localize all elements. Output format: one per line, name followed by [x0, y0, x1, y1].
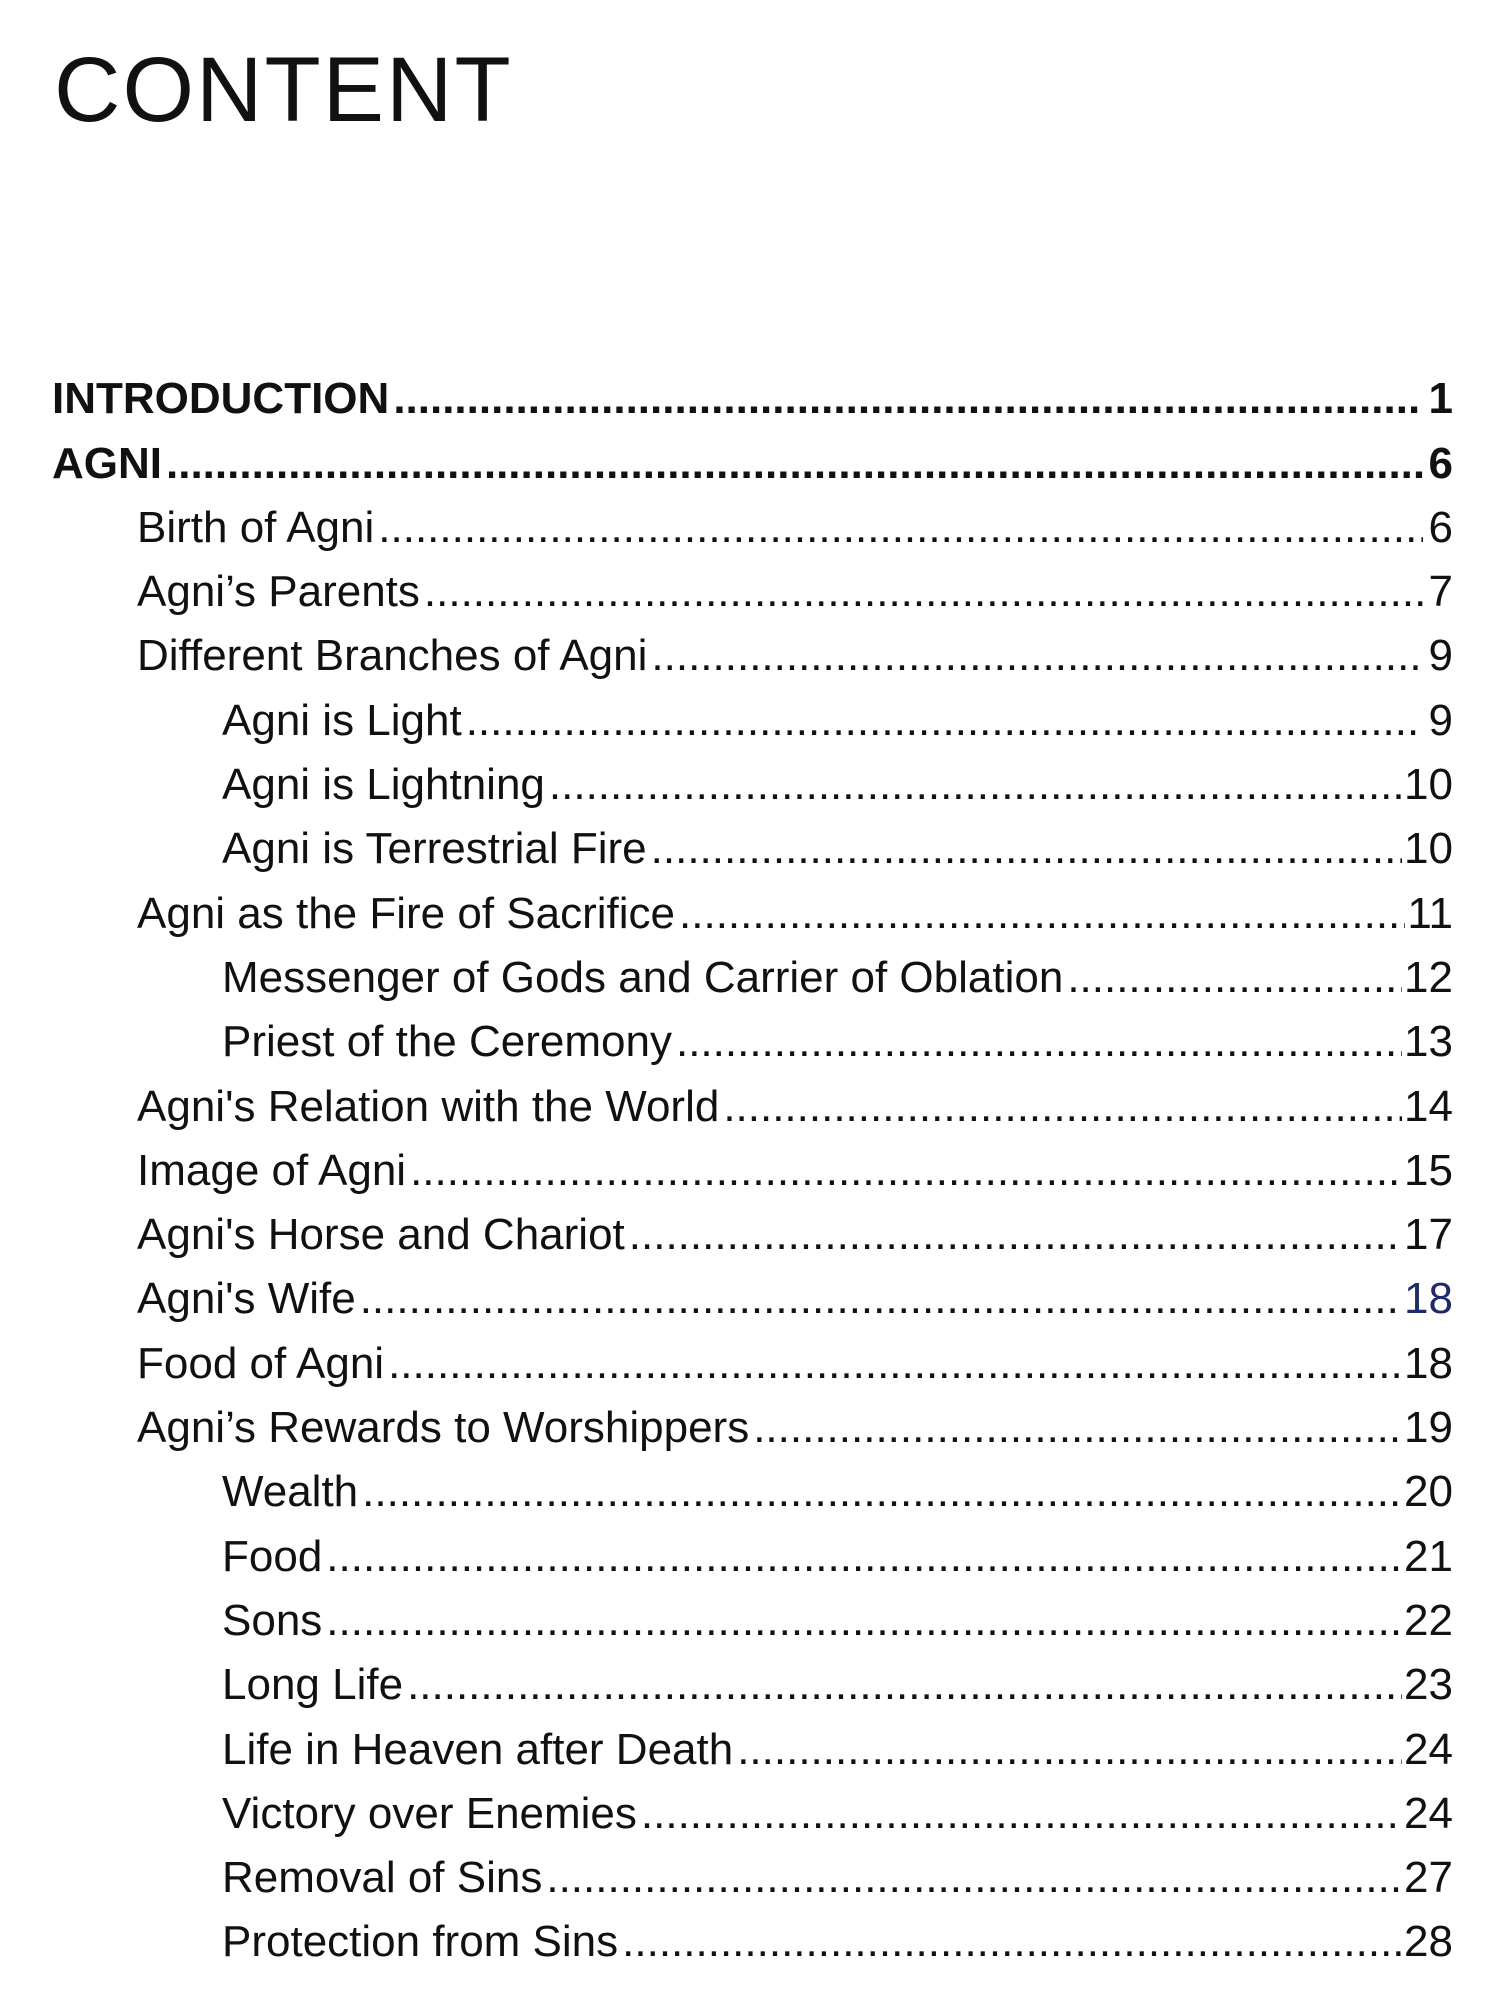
toc-page-number: 28: [1404, 1917, 1453, 1967]
toc-entry-birth-of-agni[interactable]: [0, 489, 1500, 553]
toc-page-number: 7: [1428, 567, 1453, 617]
toc-dot-leader: [326, 1596, 1402, 1646]
toc-entry-label: Agni’s Rewards to Worshippers: [137, 1403, 750, 1453]
toc-dot-leader: [407, 1660, 1402, 1710]
toc-dot-leader: [622, 1917, 1402, 1967]
table-of-contents: [0, 360, 1500, 1967]
toc-entry-life-in-heaven[interactable]: [0, 1710, 1500, 1774]
toc-dot-leader: [641, 1789, 1402, 1839]
toc-entry-label: Agni's Relation with the World: [137, 1081, 720, 1131]
toc-page-number: 24: [1404, 1724, 1453, 1774]
toc-dot-leader: [1067, 953, 1402, 1003]
toc-entry-rewards-to-worshippers[interactable]: [0, 1389, 1500, 1453]
toc-dot-leader: [679, 889, 1405, 939]
toc-dot-leader: [378, 503, 1423, 553]
toc-entry-label: Messenger of Gods and Carrier of Oblation: [222, 952, 1064, 1002]
toc-dot-leader: [629, 1210, 1402, 1260]
toc-entry-fire-of-sacrifice[interactable]: [0, 874, 1500, 938]
toc-entry-agni-is-light[interactable]: [0, 681, 1500, 745]
toc-entry-label: Food of Agni: [137, 1338, 385, 1388]
toc-entry-label: Life in Heaven after Death: [222, 1724, 734, 1774]
toc-dot-leader: [723, 1082, 1402, 1132]
toc-entry-relation-with-world[interactable]: [0, 1067, 1500, 1131]
toc-entry-label: Long Life: [222, 1660, 404, 1710]
toc-page-number: 21: [1404, 1531, 1453, 1581]
toc-entry-label: Food: [222, 1531, 323, 1581]
toc-page-number: 11: [1407, 888, 1453, 938]
toc-page-number: 1: [1428, 374, 1453, 424]
toc-entry-long-life[interactable]: [0, 1646, 1500, 1710]
toc-entry-food[interactable]: [0, 1517, 1500, 1581]
toc-entry-label: Victory over Enemies: [222, 1788, 637, 1838]
toc-page-number: 9: [1428, 695, 1453, 745]
toc-entry-sons[interactable]: [0, 1582, 1500, 1646]
toc-dot-leader: [753, 1403, 1402, 1453]
toc-dot-leader: [388, 1339, 1402, 1389]
toc-entry-agnis-parents[interactable]: [0, 553, 1500, 617]
toc-dot-leader: [166, 439, 1423, 489]
toc-page-number: 10: [1404, 760, 1453, 810]
toc-dot-leader: [424, 567, 1423, 617]
toc-entry-label: Agni’s Parents: [137, 567, 420, 617]
toc-entry-label: Removal of Sins: [222, 1853, 543, 1903]
toc-dot-leader: [651, 824, 1402, 874]
toc-entry-label: Agni is Lightning: [222, 760, 545, 810]
toc-entry-introduction[interactable]: [0, 360, 1500, 424]
toc-entry-victory-over-enemies[interactable]: [0, 1775, 1500, 1839]
toc-page-number: 24: [1404, 1788, 1453, 1838]
toc-entry-priest-of-ceremony[interactable]: [0, 1003, 1500, 1067]
toc-entry-image-of-agni[interactable]: [0, 1132, 1500, 1196]
toc-page-number: 23: [1404, 1660, 1453, 1710]
toc-entry-different-branches[interactable]: [0, 617, 1500, 681]
toc-page-number: 19: [1404, 1403, 1453, 1453]
toc-entry-label: Agni as the Fire of Sacrifice: [137, 888, 676, 938]
toc-page-number: 17: [1404, 1210, 1453, 1260]
toc-entry-label: Sons: [222, 1595, 323, 1645]
toc-dot-leader: [360, 1274, 1402, 1324]
toc-dot-leader: [549, 760, 1402, 810]
toc-entry-label: Agni's Wife: [137, 1274, 356, 1324]
toc-page-number: 20: [1404, 1467, 1453, 1517]
toc-entry-agni-is-lightning[interactable]: [0, 746, 1500, 810]
toc-dot-leader: [737, 1725, 1402, 1775]
toc-entry-label: Priest of the Ceremony: [222, 1017, 672, 1067]
toc-entry-label: INTRODUCTION: [52, 374, 390, 424]
toc-dot-leader: [676, 1017, 1402, 1067]
toc-page-number: 27: [1404, 1853, 1453, 1903]
toc-dot-leader: [466, 696, 1423, 746]
page-title: CONTENT: [54, 39, 513, 141]
toc-entry-label: Agni's Horse and Chariot: [137, 1210, 625, 1260]
toc-entry-agnis-wife[interactable]: [0, 1260, 1500, 1324]
toc-dot-leader: [651, 631, 1423, 681]
toc-page-number: 18: [1404, 1274, 1453, 1324]
toc-page-number: 15: [1404, 1145, 1453, 1195]
toc-page-number: 6: [1428, 502, 1453, 552]
toc-entry-label: AGNI: [52, 438, 162, 488]
toc-page-number: 14: [1404, 1081, 1453, 1131]
toc-entry-label: Image of Agni: [137, 1145, 407, 1195]
toc-page-number: 9: [1428, 631, 1453, 681]
toc-entry-label: Birth of Agni: [137, 502, 375, 552]
toc-dot-leader: [410, 1146, 1402, 1196]
toc-entry-label: Agni is Light: [222, 695, 462, 745]
toc-entry-wealth[interactable]: [0, 1453, 1500, 1517]
toc-page-number: 10: [1404, 824, 1453, 874]
toc-page-number: 22: [1404, 1595, 1453, 1645]
toc-entry-agni[interactable]: [0, 424, 1500, 488]
toc-entry-removal-of-sins[interactable]: [0, 1839, 1500, 1903]
toc-dot-leader: [546, 1853, 1402, 1903]
toc-entry-label: Agni is Terrestrial Fire: [222, 824, 647, 874]
toc-page-number: 6: [1428, 438, 1453, 488]
toc-dot-leader: [393, 374, 1423, 424]
toc-entry-label: Different Branches of Agni: [137, 631, 648, 681]
toc-entry-messenger-of-gods[interactable]: [0, 939, 1500, 1003]
toc-page-number: 13: [1404, 1017, 1453, 1067]
toc-entry-food-of-agni[interactable]: [0, 1324, 1500, 1388]
toc-entry-label: Wealth: [222, 1467, 359, 1517]
toc-entry-label: Protection from Sins: [222, 1917, 619, 1967]
toc-dot-leader: [326, 1532, 1402, 1582]
toc-entry-horse-and-chariot[interactable]: [0, 1196, 1500, 1260]
toc-page-number: 12: [1404, 952, 1453, 1002]
toc-dot-leader: [362, 1467, 1402, 1517]
toc-entry-protection-from-sins[interactable]: [0, 1903, 1500, 1967]
toc-page-number: 18: [1404, 1338, 1453, 1388]
toc-entry-agni-is-terrestrial-fire[interactable]: [0, 810, 1500, 874]
